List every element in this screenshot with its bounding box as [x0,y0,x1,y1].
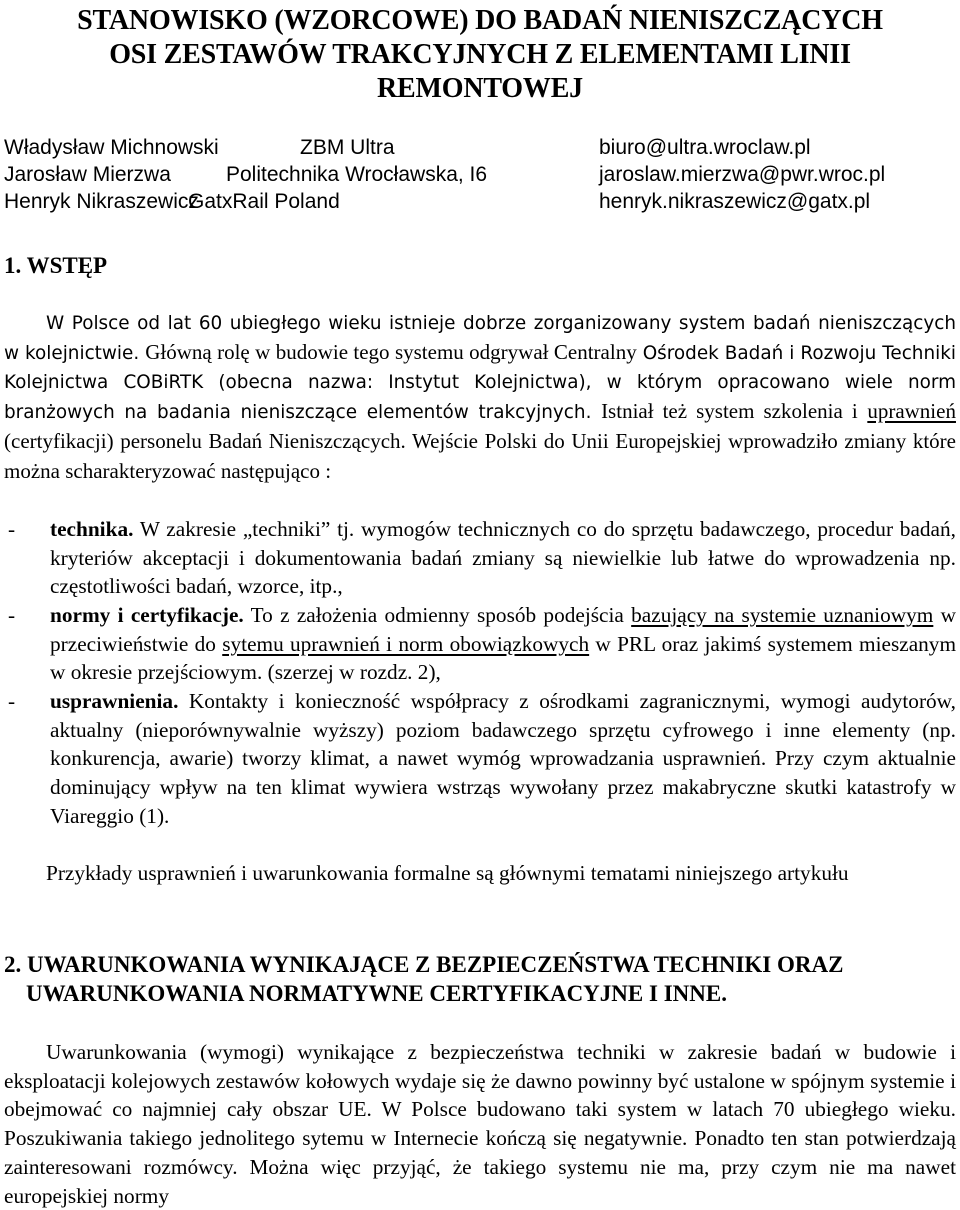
bullet-text: Kontakty i konieczność współpracy z ośrodkami zagranicznymi, wymogi audytorów, aktualny (nieporównywalnie wyższy) poziom badawczego sprzętu cyfrowego i inne elementy (np. konkurencja, awarie) tworzy klimat, a nawet wymóg wprowadzania usprawnień. Przy czym aktualnie dominujący wpływ na ten klimat wywiera wstrząs wywołany przez makabryczne skutki katastrofy w Viareggio (1). [50,689,957,828]
bullet-text: W zakresie „techniki” tj. wymogów technicznych co do sprzętu badawczego, procedur badań, kryteriów akceptacji i dokumentowania badań zmiany są niewielkie lub łatwe do wprowadzenia np. częstotliwości badań, wzorce, itp., [50,517,956,599]
bullet-text: w PRL oraz jakimś systemem mieszanym w okresie przejściowym. (szerzej w rozdz. 2), [50,631,957,685]
paragraph-text: W Polsce od lat 60 ubiegłego wieku istnieje dobrze zorganizowany system badań nieniszczących w kolejnictwie. [4,313,956,365]
underlined-term: sytemu uprawnień i norm obowiązkowych [222,631,590,656]
paragraph-text: Istniał też system szkolenia i [601,398,858,423]
author-name: Jarosław Mierzwa [4,163,171,186]
author-row [4,188,960,215]
paragraph-text: Ośrodek Badań i Rozwoju Techniki Kolejnictwa COBiRTK (obecna nazwa: Instytut Kolejnictwa), w którym opracowano wiele norm branżowych na badania nieniszczące elementów trakcyjnych. [4,343,956,423]
paragraph-text: (certyfikacji) personelu Badań Nieniszczących. Wejście Polski do Unii Europejskiej wprowadziło zmiany które można scharakteryzować następująco : [4,429,956,484]
bullet-text-block [50,601,956,687]
bullet-text: To z założenia odmienny sposób podejścia [250,603,624,627]
author-name: Henryk Nikraszewicz [4,190,199,213]
section1-paragraph [4,310,956,488]
section-heading-2-line-2: UWARUNKOWANIA NORMATYWNE CERTYFIKACYJNE I INNE. [26,981,727,1006]
paper-title [0,4,960,106]
underlined-term: uprawnień [867,398,956,423]
title-line-3: REMONTOWEJ [377,73,583,104]
bullet-dash: - [8,689,16,713]
bullet-text: w przeciwieństwie do [50,603,957,656]
bullet-dash: - [8,603,16,627]
bullet-text-block [50,687,956,831]
title-line-2: OSI ZESTAWÓW TRAKCYJNYCH Z ELEMENTAMI LINII [109,39,851,70]
section-heading-2-line-1: 2. UWARUNKOWANIA WYNIKAJĄCE Z BEZPIECZEŃSTWA TECHNIKI ORAZ [4,952,844,977]
underlined-term: bazujący na systemie uznaniowym [631,603,934,627]
paragraph-text: Główną rolę w budowie tego systemu odgrywał Centralny [145,340,637,365]
bullet-text-block [50,515,956,601]
bullet-lead: technika. [50,517,134,541]
bullet-lead: normy i certyfikacje. [50,603,244,627]
author-row [4,161,960,188]
author-name: Władysław Michnowski [4,136,219,159]
author-affiliation: GatxRail Poland [188,190,340,213]
author-affiliation: Politechnika Wrocławska, I6 [226,163,488,186]
author-email[interactable]: henryk.nikraszewicz@gatx.pl [599,190,871,213]
section-heading-1: 1. WSTĘP [4,253,108,278]
bullet-lead: usprawnienia. [50,689,179,713]
author-block [4,134,960,215]
section2-paragraph: Uwarunkowania (wymogi) wynikające z bezpieczeństwa techniki w zakresie badań w budowie i eksploatacji kolejowych zestawów kołowych wydaje się że dawno powinny być ustalone w spójnym systemie i obejmować co najmniej cały obszar UE. W Polsce budowano taki system w latach 70 ubiegłego wieku. Poszukiwania takiego jednolitego sytemu w Internecie kończą się negatywnie. Ponadto ten stan potwierdzają zainteresowani rozmówcy. Można więc przyjąć, że takiego systemu nie ma, przy czym nie ma nawet europejskiej normy [4,1040,956,1208]
bullet-dash: - [8,517,16,541]
author-email[interactable]: jaroslaw.mierzwa@pwr.wroc.pl [599,163,886,186]
section1-closing-paragraph: Przykłady usprawnień i uwarunkowania formalne są głównymi tematami niniejszego artykułu [46,861,849,885]
author-affiliation: ZBM Ultra [300,136,395,159]
title-line-1: STANOWISKO (WZORCOWE) DO BADAŃ NIENISZCZĄCYCH [77,5,883,36]
author-row [4,134,960,161]
section-heading-2 [4,950,843,1008]
author-email[interactable]: biuro@ultra.wroclaw.pl [599,136,811,159]
